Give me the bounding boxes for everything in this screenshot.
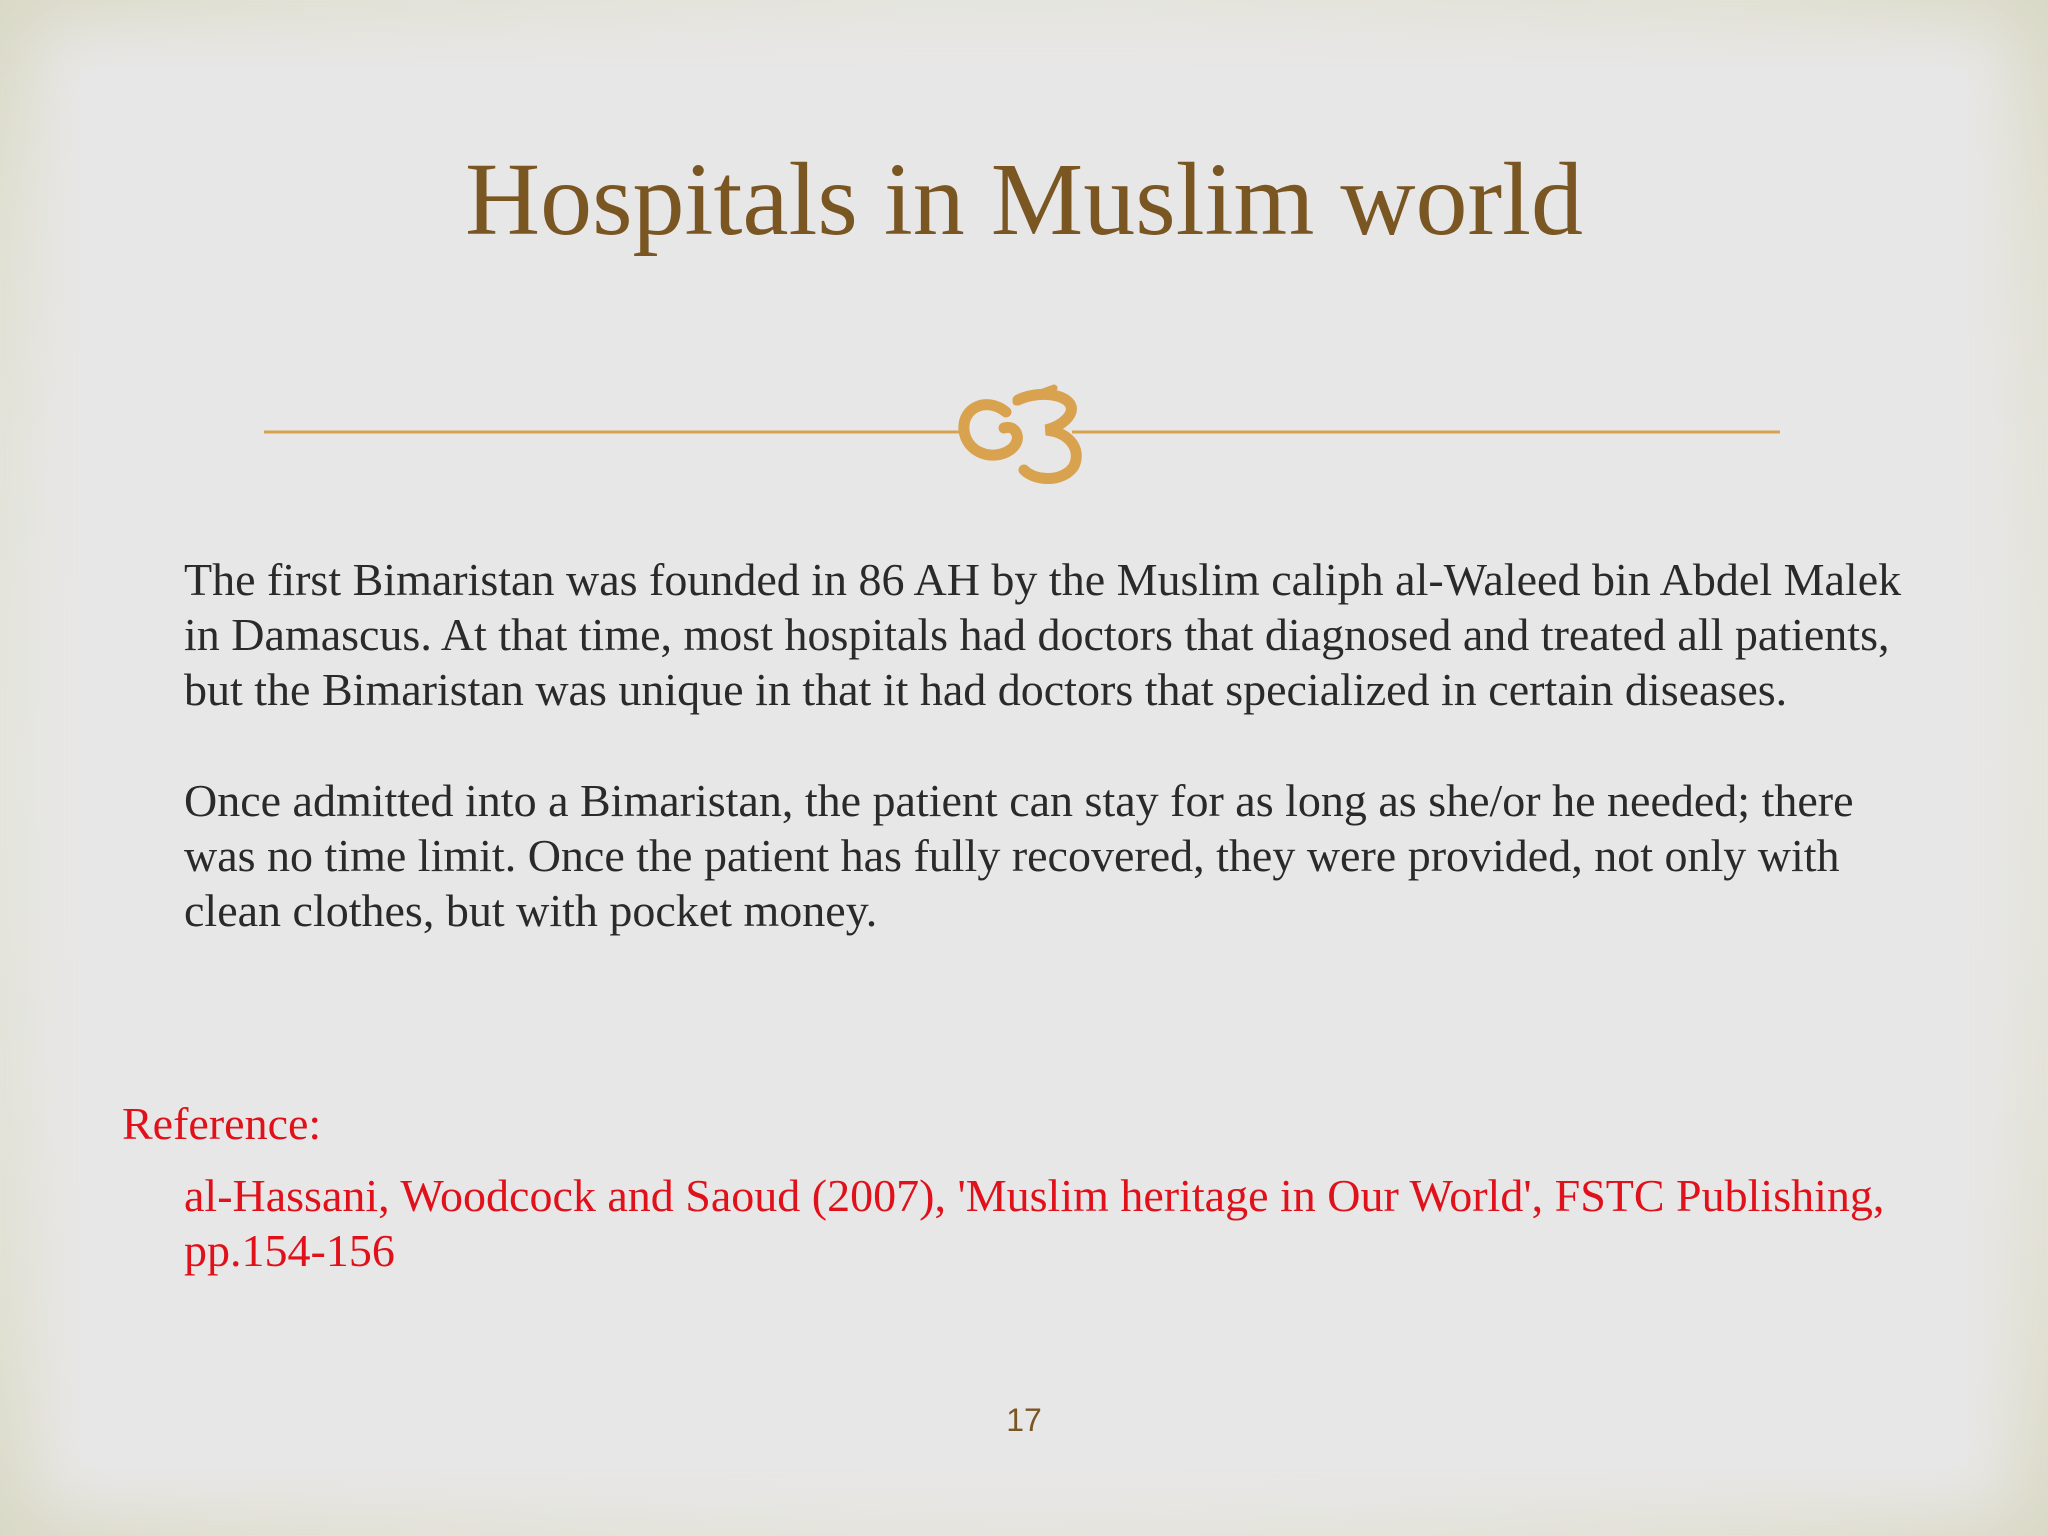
paragraph-1: The first Bimaristan was founded in 86 AH by the Muslim caliph al-Waleed bin Abdel Malek in Damascus. At that time, most hospitals had doctors that diagnosed and treated all patients, but the Bimaristan was unique in that it had doctors that specialized in certain diseases. — [184, 554, 1902, 715]
title-divider — [264, 370, 1780, 490]
body-text — [184, 552, 1914, 994]
flourish-ornament-icon — [964, 388, 1076, 479]
reference-heading: Reference: — [122, 1098, 322, 1149]
paragraph-2: Once admitted into a Bimaristan, the patient can stay for as long as she/or he needed; there was no time limit. Once the patient has fully recovered, they were provided, not only with clean clothes, but with pocket money. — [184, 775, 1854, 936]
slide-title: Hospitals in Muslim world — [464, 142, 1584, 257]
reference-citation: al-Hassani, Woodcock and Saoud (2007), 'Muslim heritage in Our World', FSTC Publishing, pp.154-156 — [184, 1170, 1885, 1276]
page-number: 17 — [1006, 1402, 1042, 1438]
